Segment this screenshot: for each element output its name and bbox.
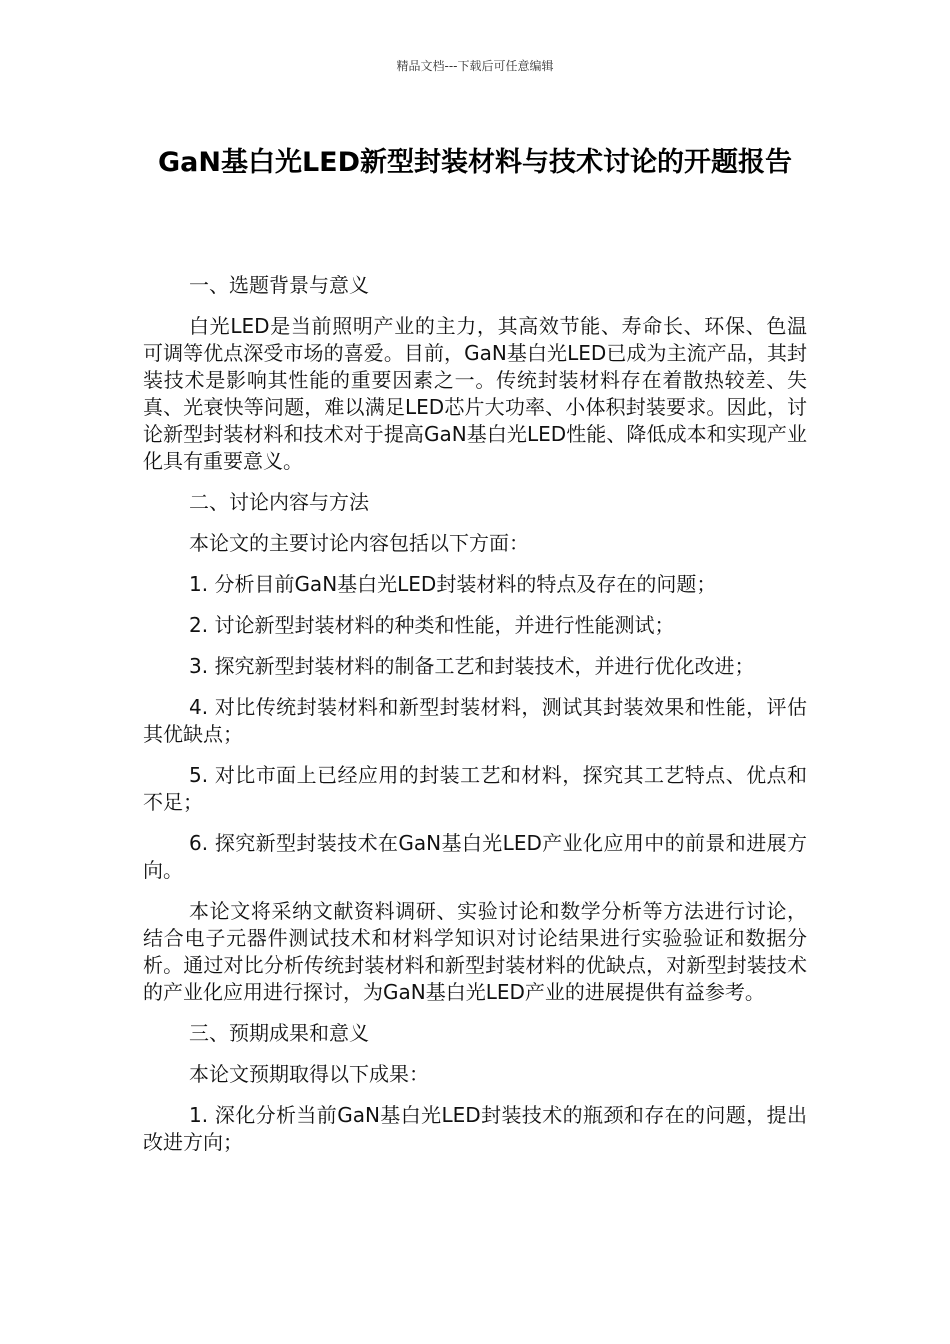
paragraph-background: 白光LED是当前照明产业的主力，其高效节能、寿命长、环保、色温可调等优点深受市场的喜爱。目前，GaN基白光LED已成为主流产品，其封装技术是影响其性能的重要因素之一。传统封装材料存在着散热较差、失真、光衰快等问题，难以满足LED芯片大功率、小体积封装要求。因此，讨论新型封装材料和技术对于提高GaN基白光LED性能、降低成本和实现产业化具有重要意义。 xyxy=(143,314,807,473)
list-item-4: 4. 对比传统封装材料和新型封装材料，测试其封装效果和性能，评估其优缺点； xyxy=(143,695,807,746)
paragraph-method: 本论文将采纳文献资料调研、实验讨论和数学分析等方法进行讨论，结合电子元器件测试技术和材料学知识对讨论结果进行实验验证和数据分析。通过对比分析传统封装材料和新型封装材料的优缺点，对新型封装技术的产业化应用进行探讨，为GaN基白光LED产业的进展提供有益参考。 xyxy=(143,899,807,1004)
results-list-item-1: 1. 深化分析当前GaN基白光LED封装技术的瓶颈和存在的问题，提出改进方向； xyxy=(143,1103,807,1154)
list-item-1: 1. 分析目前GaN基白光LED封装材料的特点及存在的问题； xyxy=(189,572,717,596)
list-item-6: 6. 探究新型封装技术在GaN基白光LED产业化应用中的前景和进展方向。 xyxy=(143,831,807,882)
section-heading-expected-results: 三、预期成果和意义 xyxy=(189,1021,369,1045)
section-heading-background: 一、选题背景与意义 xyxy=(189,273,369,297)
list-item-5: 5. 对比市面上已经应用的封装工艺和材料，探究其工艺特点、优点和不足； xyxy=(143,763,807,814)
section-heading-content-method: 二、讨论内容与方法 xyxy=(189,490,369,514)
list-item-2: 2. 讨论新型封装材料的种类和性能，并进行性能测试； xyxy=(189,613,675,637)
document-body xyxy=(143,272,807,1170)
document-title: GaN基白光LED新型封装材料与技术讨论的开题报告 xyxy=(157,147,793,178)
header-note: 精品文档---下载后可任意编辑 xyxy=(396,59,554,73)
paragraph-content-intro: 本论文的主要讨论内容包括以下方面： xyxy=(189,531,529,555)
paragraph-results-intro: 本论文预期取得以下成果： xyxy=(189,1062,429,1086)
list-item-3: 3. 探究新型封装材料的制备工艺和封装技术，并进行优化改进； xyxy=(189,654,755,678)
